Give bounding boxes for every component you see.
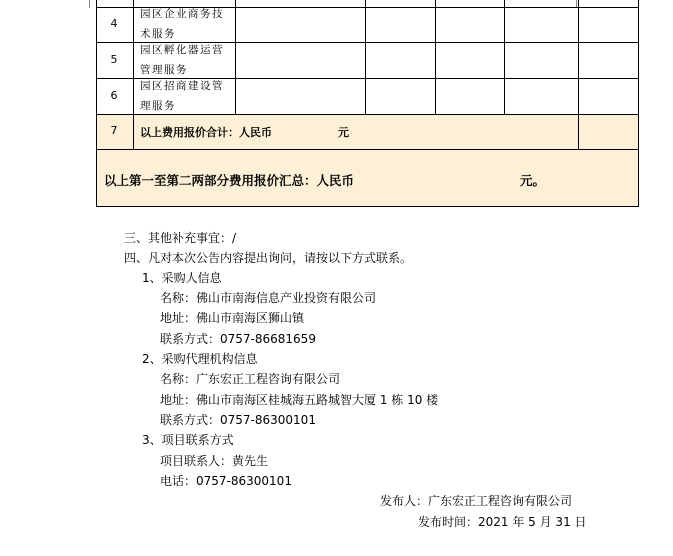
service-name: [140, 76, 234, 116]
table-line: [504, 0, 505, 115]
purchaser-contact: 联系方式：0757-86681659: [160, 332, 316, 346]
publisher: 发布人：广东宏正工程咨询有限公司: [380, 494, 573, 508]
purchaser-address: 地址：佛山市南海区狮山镇: [160, 311, 305, 325]
row-number: 4: [110, 17, 118, 30]
table-line: [435, 0, 436, 115]
table-line: [578, 0, 579, 150]
service-name-line: 园区招商建设管: [140, 80, 224, 92]
agency-heading: 2、采购代理机构信息: [142, 352, 258, 366]
service-name-line: 术服务: [140, 28, 176, 40]
project-person: 项目联系人：黄先生: [160, 454, 269, 468]
table-line: [133, 0, 134, 150]
agency-contact: 联系方式：0757-86300101: [160, 413, 316, 427]
service-name: [140, 4, 234, 44]
page-corner-mark-left: [89, 0, 90, 8]
row-number: 6: [110, 89, 118, 102]
row-number: 5: [110, 53, 118, 66]
grand-total-label: 以上第一至第二两部分费用报价汇总：人民币: [104, 173, 355, 188]
service-name-line: 园区孵化器运营: [140, 44, 224, 56]
table-line: [235, 0, 236, 115]
service-name: [140, 40, 234, 80]
project-phone: 电话：0757-86300101: [160, 474, 292, 488]
subtotal-label: 以上费用报价合计：人民币: [140, 126, 272, 139]
agency-name: 名称：广东宏正工程咨询有限公司: [160, 372, 341, 386]
table-line: [96, 149, 638, 150]
purchaser-name: 名称：佛山市南海信息产业投资有限公司: [160, 291, 377, 305]
service-name-line: 理服务: [140, 100, 176, 112]
purchaser-heading: 1、采购人信息: [142, 271, 222, 285]
contact-intro: 四、凡对本次公告内容提出询问，请按以下方式联系。: [124, 251, 413, 265]
table-line: [638, 0, 639, 207]
service-name-line: 管理服务: [140, 64, 188, 76]
service-name-line: 园区企业商务技: [140, 8, 224, 20]
table-line: [96, 0, 97, 207]
table-line: [365, 0, 366, 115]
grand-total-unit: 元。: [520, 173, 546, 188]
project-heading: 3、项目联系方式: [142, 433, 234, 447]
table-line: [96, 206, 638, 207]
agency-address: 地址：佛山市南海区桂城海五路城智大厦 1 栋 10 楼: [160, 393, 439, 407]
row-number: 7: [110, 124, 118, 137]
publish-date: 发布时间：2021 年 5 月 31 日: [418, 515, 587, 529]
other-matters: 三、其他补充事宜：/: [124, 231, 237, 245]
subtotal-unit: 元: [338, 126, 349, 139]
